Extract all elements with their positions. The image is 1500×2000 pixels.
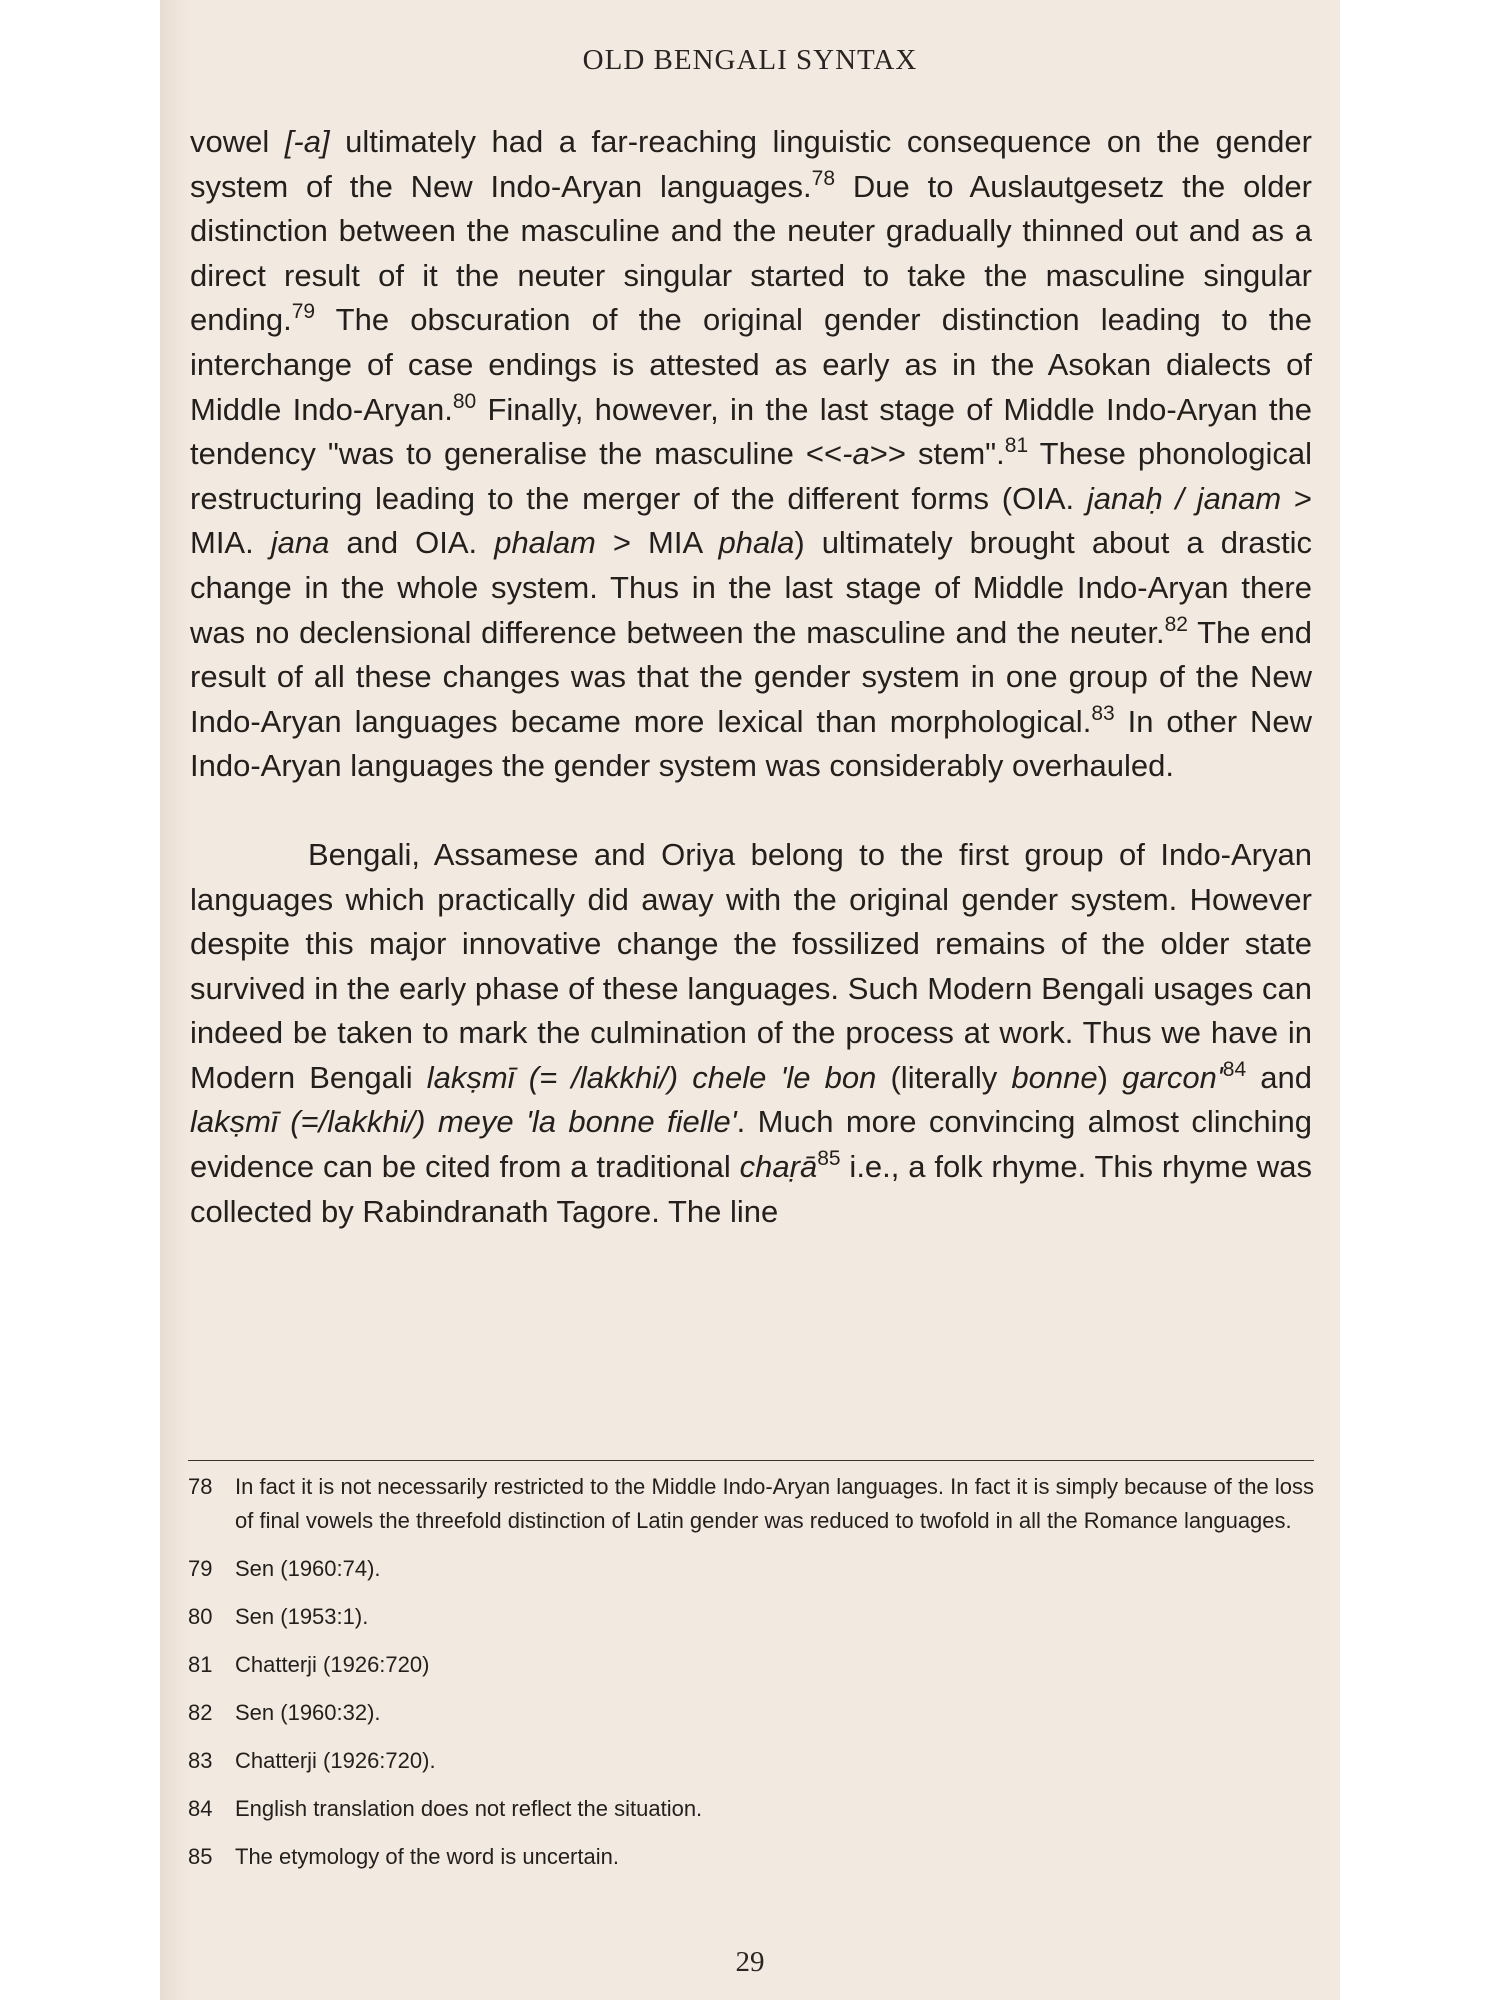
italic-term: chaṛā	[739, 1149, 818, 1185]
italic-term: lakṣmī (=/lakkhi/) meye 'la bonne fielle'	[190, 1104, 737, 1140]
text-run: > MIA.	[190, 480, 1312, 561]
footnote-ref: 85	[817, 1147, 841, 1171]
text-run: i.e., a folk rhyme. This rhyme was collected by Rabindranath Tagore. The line	[190, 1149, 1312, 1229]
page-gutter-shadow	[160, 0, 190, 2000]
footnote-ref: 79	[291, 300, 316, 324]
text-run: (literally	[876, 1059, 1012, 1095]
text-run: and	[1246, 1059, 1313, 1095]
footnote	[188, 1470, 1314, 1538]
paragraph-2	[190, 833, 1312, 1234]
italic-term: phalam	[494, 525, 596, 561]
footnote-text: In fact it is not necessarily restricted to the Middle Indo-Aryan languages. In fact it is simply because of the loss of final vowels the threefold distinction of Latin gender was reduced to twofold in all the Romance languages.	[235, 1474, 1314, 1533]
footnote-text: English translation does not reflect the situation.	[235, 1796, 703, 1821]
footnote-ref: 78	[811, 166, 836, 190]
footnote-text: Chatterji (1926:720)	[235, 1652, 430, 1677]
footnote-ref: 81	[1004, 434, 1029, 458]
italic-term: lakṣmī (= /lakkhi/) chele 'le bon	[426, 1059, 877, 1095]
footnote-number: 85	[188, 1844, 213, 1869]
italic-term: bonne	[1011, 1059, 1098, 1095]
text-run: . Much more convincing almost clinching evidence can be cited from a traditional	[190, 1104, 1312, 1185]
footnote-ref: 80	[452, 389, 477, 413]
paragraph-1	[190, 120, 1312, 789]
italic-term: jana	[270, 525, 330, 561]
footnote-number: 81	[188, 1652, 213, 1677]
text-run: vowel	[190, 124, 285, 159]
text-run: > MIA	[595, 525, 719, 561]
footnote	[188, 1696, 1314, 1730]
footnote-rule	[188, 1460, 1314, 1461]
footnote-text: Chatterji (1926:720).	[235, 1748, 436, 1773]
footnotes	[188, 1470, 1314, 1888]
text-run: ) ultimately brought about a drastic change in the whole system. Thus in the last stage of Middle Indo-Aryan there was no declensional difference between the masculine and the neuter.	[190, 525, 1312, 650]
italic-term: janaḥ / janam	[1086, 480, 1282, 516]
footnote-ref: 84	[1222, 1057, 1247, 1081]
text-run: >> stem".	[869, 436, 1005, 472]
text-run: These phonological restructuring leading to the merger of the different forms (OIA.	[190, 436, 1312, 516]
text-run: and OIA.	[329, 525, 495, 561]
text-run: The obscuration of the original gender distinction leading to the interchange of case endings is attested as early as in the Asokan dialects of Middle Indo-Aryan.	[190, 302, 1312, 427]
footnote-ref: 83	[1091, 701, 1115, 725]
italic-term: garcon'	[1122, 1059, 1223, 1095]
text-run: Due to Auslautgesetz the older distinction between the masculine and the neuter gradually thinned out and as a direct result of it the neuter singular started to take the masculine singular ending.	[190, 168, 1313, 338]
text-run: Finally, however, in the last stage of Middle Indo-Aryan the tendency "was to generalise the masculine <<	[190, 391, 1312, 472]
footnote-number: 80	[188, 1604, 213, 1629]
footnote	[188, 1600, 1314, 1634]
footnote	[188, 1792, 1314, 1826]
text-run: )	[1097, 1059, 1123, 1095]
footnote-text: Sen (1953:1).	[235, 1604, 369, 1629]
italic-term: [-a]	[284, 124, 330, 159]
footnote-text: The etymology of the word is uncertain.	[235, 1844, 619, 1869]
text-run: ultimately had a far-reaching linguistic consequence on the gender system of the New Indo-Aryan languages.	[190, 124, 1312, 204]
footnote-text: Sen (1960:74).	[235, 1556, 381, 1581]
footnote-number: 78	[188, 1474, 213, 1499]
italic-term: phala	[718, 525, 795, 561]
footnote	[188, 1648, 1314, 1682]
footnote	[188, 1744, 1314, 1778]
italic-term: -a	[842, 436, 870, 472]
body-text	[190, 120, 1312, 1234]
text-run: Bengali, Assamese and Oriya belong to the first group of Indo-Aryan languages which practically did away with the original gender system. However despite this major innovative change the fossilized remains of the older state survived in the early phase of these languages. Such Modern Bengali usages can indeed be taken to mark the culmination of the process at work. Thus we have in Modern Bengali	[190, 836, 1312, 1095]
footnote-text: Sen (1960:32).	[235, 1700, 381, 1725]
text-run: The end result of all these changes was that the gender system in one group of the New Indo-Aryan languages became more lexical than morphological.	[190, 614, 1312, 739]
footnote-number: 79	[188, 1556, 213, 1581]
footnote-number: 83	[188, 1748, 213, 1773]
footnote-number: 84	[188, 1796, 213, 1821]
page-number: 29	[735, 1946, 765, 1978]
footnote	[188, 1840, 1314, 1874]
book-page	[160, 0, 1340, 2000]
footnote-ref: 82	[1164, 612, 1188, 636]
text-run: In other New Indo-Aryan languages the gender system was considerably overhauled.	[190, 703, 1312, 784]
running-head: OLD BENGALI SYNTAX	[582, 44, 918, 76]
footnote	[188, 1552, 1314, 1586]
footnote-number: 82	[188, 1700, 213, 1725]
